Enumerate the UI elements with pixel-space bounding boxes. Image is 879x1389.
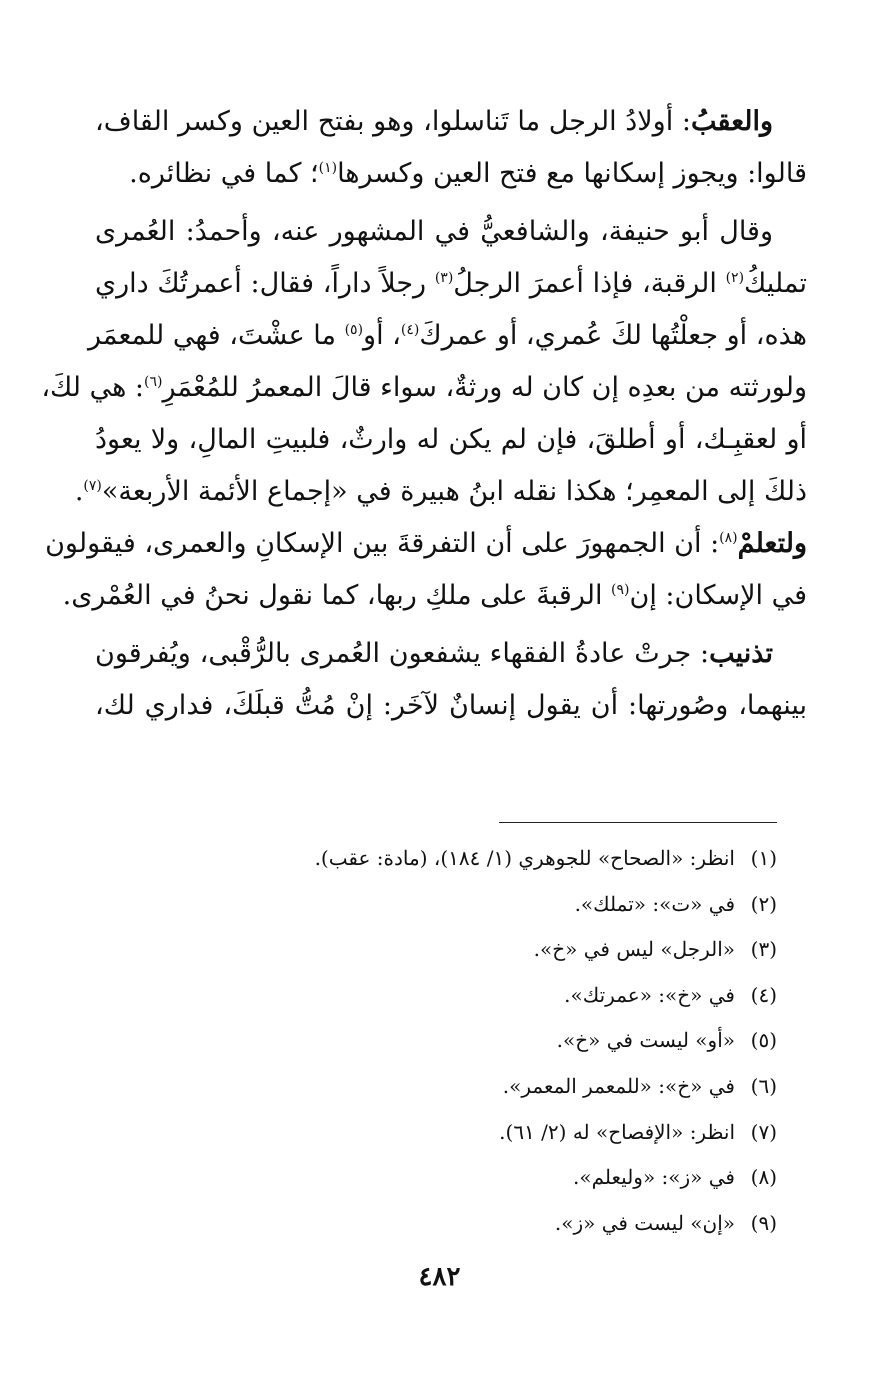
footnote [77, 1155, 777, 1201]
text-span: ولورثته من بعدِه إن كان له ورثةٌ، سواء قالَ المعمرُ للمُعْمَرِ [162, 372, 807, 403]
page-number: ٤٨٢ [418, 1262, 461, 1292]
footnote-ref: (٧) [83, 478, 102, 494]
text-line [95, 628, 807, 680]
footnote-ref: (٥) [344, 322, 364, 338]
text-span: : جرتْ عادةُ الفقهاء يشفعون العُمرى بالرُّقْبى، ويُفرقون [95, 638, 710, 669]
text-span: ذلكَ إلى المعمِر؛ هكذا نقله ابنُ هبيرة في «إجماع الأئمة الأربعة» [101, 476, 807, 507]
defined-term: والعقبُ [691, 106, 773, 137]
section-heading: تذنيب [709, 638, 773, 669]
text-span: رجلاً داراً، فقال: أعمرتُكَ داري [95, 268, 435, 299]
footnote [77, 1064, 777, 1110]
footnote [77, 927, 777, 973]
text-span: ؛ كما في نظائره. [129, 158, 319, 189]
main-text [41, 96, 808, 732]
text-line [95, 680, 807, 732]
text-span: : أن الجمهورَ على أن التفرقةَ بين الإسكانِ والعمرى، فيقولون [45, 528, 720, 559]
footnote-text: «إن» ليست في «ز». [554, 1210, 735, 1235]
footnote [77, 1110, 777, 1156]
footnote-ref: (٩) [611, 582, 630, 598]
footnote-ref: (٣) [434, 270, 454, 286]
footnote-text: «أو» ليست في «خ». [556, 1028, 735, 1053]
text-span: وقال أبو حنيفة، والشافعيُّ في المشهور عنه، وأحمدُ: العُمرى [95, 216, 773, 247]
footnote-ref: (٨) [719, 530, 738, 546]
footnote [77, 836, 777, 882]
text-span: تمليكُ [744, 268, 808, 299]
footnote-text: انظر: «الصحاح» للجوهري (١/ ١٨٤)، (مادة: عقب). [314, 846, 735, 870]
text-line [95, 258, 807, 310]
text-span: الرقبةَ على ملكِ ربها، كما نقول نحنُ في العُمْرى. [62, 580, 612, 611]
footnotes [77, 836, 777, 1246]
footnote-number: (٣) [750, 937, 777, 962]
text-span: في الإسكان: إن [629, 580, 807, 611]
footnote-number: (١) [750, 846, 777, 870]
footnote-ref: (٢) [725, 270, 745, 286]
text-span: ، أو [363, 320, 401, 351]
text-span: : هي لكَ، [41, 372, 145, 403]
text-line [62, 570, 807, 622]
text-span: بينهما، وصُورتها: أن يقول إنسانٌ لآخَر: إنْ مُتُّ قبلَكَ، فداري لك، [95, 690, 807, 721]
footnote-text: انظر: «الإفصاح» له (٢/ ٦١). [499, 1119, 735, 1144]
footnote-ref: (١) [318, 160, 338, 176]
text-line [41, 362, 807, 414]
text-span: أو لعقبِـك، أو أطلقَ، فإن لم يكن له وارثٌ، فلبيتِ المالِ، ولا يعودُ [95, 424, 807, 455]
footnote-ref: (٤) [400, 322, 420, 338]
footnote-text: في «ت»: «تملك». [574, 891, 735, 916]
text-span: قالوا: ويجوز إسكانها مع فتح العين وكسرها [337, 158, 807, 189]
text-span: . [74, 476, 84, 507]
footnote [77, 973, 777, 1019]
footnote-ref: (٦) [144, 374, 163, 390]
text-span: هذه، أو جعلْتُها لكَ عُمري، أو عمركَ [419, 320, 807, 351]
footnote-number: (٩) [750, 1210, 777, 1235]
text-line [95, 206, 807, 258]
footnote-text: في «خ»: «للمعمر المعمر». [502, 1073, 735, 1098]
text-span: : أولادُ الرجل ما تَناسلوا، وهو بفتح العين وكسر القاف، [95, 106, 692, 137]
footnote-text: في «خ»: «عمرتك». [564, 982, 735, 1007]
defined-term: ولتعلمْ [737, 528, 807, 559]
text-line [74, 466, 807, 518]
text-line [95, 96, 807, 148]
footnote-divider [499, 822, 777, 823]
text-line [87, 310, 807, 362]
footnote-number: (٦) [750, 1073, 777, 1098]
footnote-text: في «ز»: «وليعلم». [572, 1165, 735, 1190]
footnote [77, 882, 777, 928]
text-span: ما عشْتَ، فهي للمعمَر [87, 320, 345, 351]
footnote-number: (٢) [750, 891, 777, 916]
footnote-number: (٧) [750, 1119, 777, 1144]
text-line [95, 414, 807, 466]
text-span: الرقبة، فإذا أعمرَ الرجلُ [453, 268, 726, 299]
footnote [77, 1201, 777, 1247]
footnote-text: «الرجل» ليس في «خ». [533, 937, 735, 962]
footnote-number: (٤) [750, 982, 777, 1007]
text-line [45, 518, 807, 570]
footnote-number: (٨) [750, 1165, 777, 1190]
footnote [77, 1018, 777, 1064]
footnote-number: (٥) [750, 1028, 777, 1053]
text-line [95, 148, 807, 200]
